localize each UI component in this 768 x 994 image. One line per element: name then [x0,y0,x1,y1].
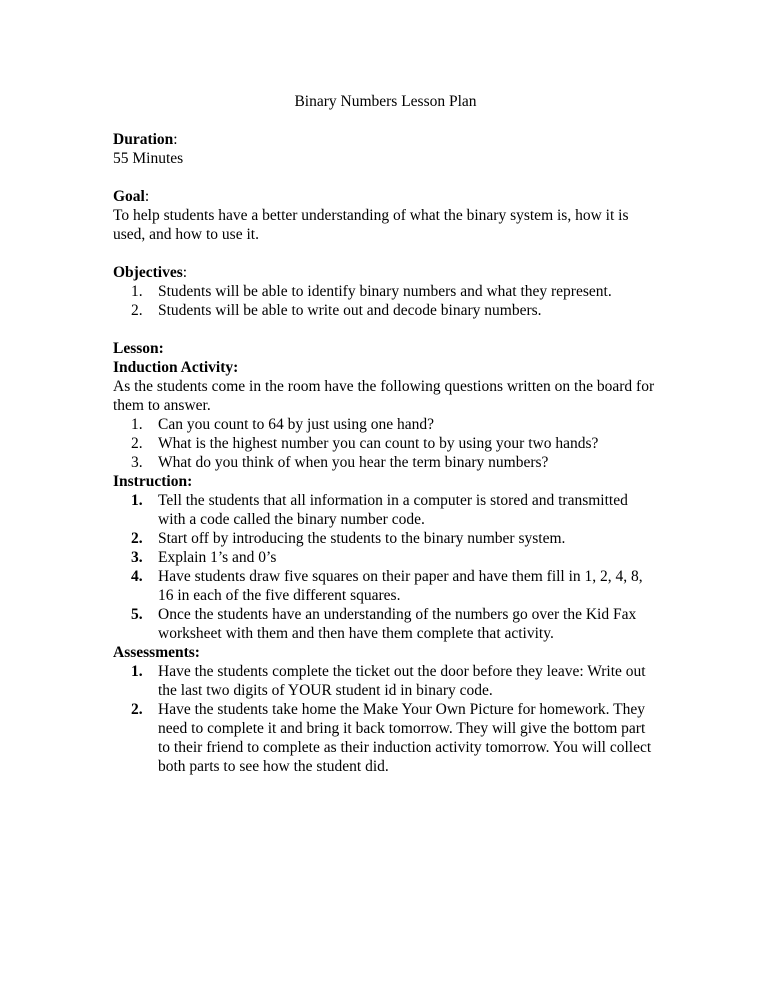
duration-heading [113,130,658,149]
lesson-section [113,339,658,776]
induction-label: Induction Activity: [113,359,239,376]
objective-number: 2. [131,302,143,319]
assessment-number: 2. [131,701,143,718]
instruction-item [113,605,658,643]
induction-list [113,415,658,472]
objectives-section [113,263,658,320]
instruction-item [113,491,658,529]
induction-intro: As the students come in the room have the following questions written on the board for them to answer. [113,378,655,414]
instruction-number: 4. [131,568,143,585]
objective-item [113,301,658,320]
instruction-text: Tell the students that all information in a computer is stored and transmitted with a code called the binary number code. [158,492,628,528]
duration-value: 55 Minutes [113,150,184,167]
duration-section [113,130,658,168]
instruction-item [113,548,658,567]
instruction-text: Have students draw five squares on their paper and have them fill in 1, 2, 4, 8, 16 in each of the five different squares. [158,568,643,604]
induction-text: Can you count to 64 by just using one hand? [158,416,434,433]
goal-heading [113,187,658,206]
goal-colon: : [144,188,150,205]
instruction-number: 5. [131,606,143,623]
objectives-label: Objectives [113,264,183,281]
instruction-item [113,567,658,605]
induction-item [113,453,658,472]
assessments-label: Assessments: [113,644,200,661]
goal-label: Goal [113,188,145,205]
instruction-text: Start off by introducing the students to the binary number system. [158,530,566,547]
objectives-list [113,282,658,320]
induction-number: 1. [131,416,143,433]
assessment-item [113,700,658,776]
objective-text: Students will be able to identify binary numbers and what they represent. [158,283,612,300]
objectives-colon: : [182,264,188,281]
lesson-label: Lesson: [113,340,164,357]
objective-number: 1. [131,283,143,300]
objective-text: Students will be able to write out and decode binary numbers. [158,302,542,319]
assessments-list [113,662,658,776]
instruction-label: Instruction: [113,473,193,490]
instruction-text: Once the students have an understanding of the numbers go over the Kid Fax worksheet with them and then have them complete that activity. [158,606,637,642]
induction-number: 2. [131,435,143,452]
objectives-heading [113,263,658,282]
instruction-item [113,529,658,548]
assessment-text: Have the students take home the Make Your Own Picture for homework. They need to complete it and bring it back tomorrow. They will give the bottom part to their friend to complete as their induction activity tomorrow. You will collect both parts to see how the student did. [158,701,652,775]
assessment-text: Have the students complete the ticket out the door before they leave: Write out the last two digits of YOUR student id in binary code. [158,663,646,699]
assessment-item [113,662,658,700]
induction-text: What do you think of when you hear the term binary numbers? [158,454,549,471]
instruction-number: 1. [131,492,143,509]
document-content [113,92,658,776]
instruction-number: 2. [131,530,143,547]
induction-item [113,434,658,453]
induction-item [113,415,658,434]
induction-text: What is the highest number you can count to by using your two hands? [158,435,599,452]
instruction-text: Explain 1’s and 0’s [158,549,277,566]
instruction-list [113,491,658,643]
document-title: Binary Numbers Lesson Plan [294,93,477,110]
duration-label: Duration [113,131,174,148]
duration-colon: : [173,131,178,148]
objective-item [113,282,658,301]
induction-number: 3. [131,454,143,471]
assessment-number: 1. [131,663,143,680]
instruction-number: 3. [131,549,143,566]
goal-value: To help students have a better understanding of what the binary system is, how it is used, and how to use it. [113,207,629,243]
goal-section [113,187,658,244]
